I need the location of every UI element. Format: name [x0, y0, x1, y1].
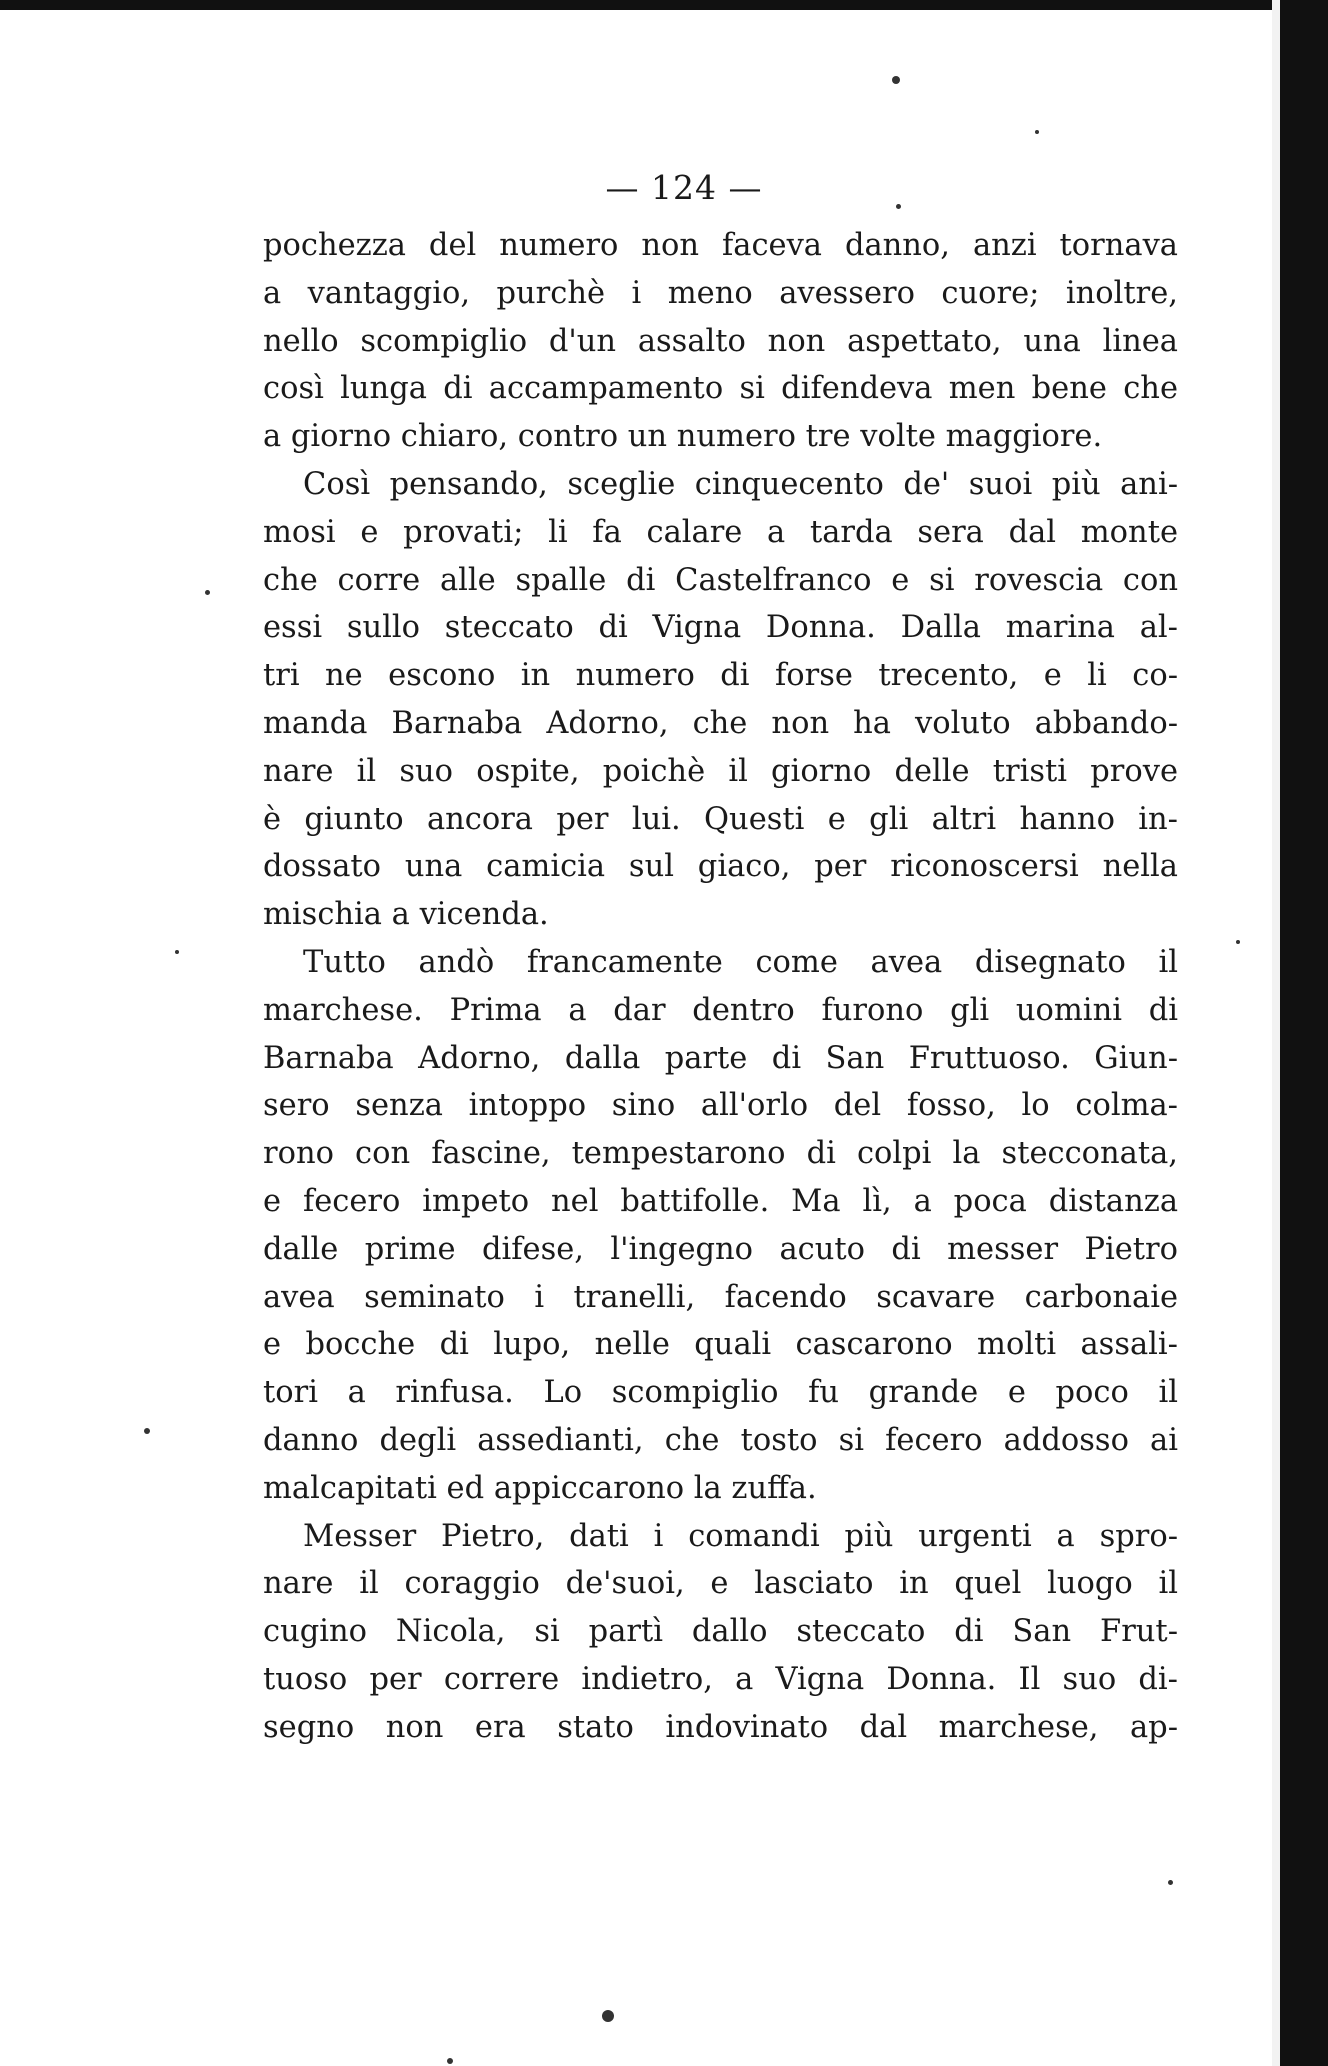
text-line: mischia a vicenda. — [263, 897, 549, 933]
text-line: Così pensando, sceglie cinquecento de' suoi più ani- — [303, 466, 1178, 502]
text-line: nare il coraggio de'suoi, e lasciato in quel luogo il — [263, 1566, 1178, 1602]
paragraph-1 — [263, 222, 1178, 461]
text-line: danno degli assedianti, che tosto si fecero addosso ai — [263, 1422, 1178, 1458]
text-line: pochezza del numero non faceva danno, anzi tornava — [263, 228, 1178, 263]
text-line: sero senza intoppo sino all'orlo del fosso, lo colma- — [263, 1088, 1178, 1124]
scan-border-top — [0, 0, 1328, 10]
text-line: così lunga di accampamento si difendeva men bene che — [263, 371, 1178, 407]
scan-speck — [1035, 130, 1039, 134]
text-line: e fecero impeto nel battifolle. Ma lì, a poca distanza — [263, 1183, 1178, 1219]
scan-speck — [144, 1428, 150, 1434]
page-number: — 124 — — [605, 168, 763, 207]
text-line: Tutto andò francamente come avea disegnato il — [303, 944, 1178, 980]
text-line: malcapitati ed appiccarono la zuffa. — [263, 1470, 817, 1506]
scan-border-right — [1280, 0, 1328, 2066]
paragraph-4 — [263, 1513, 1178, 1752]
paragraph-2 — [263, 461, 1178, 939]
scan-page-edge — [1272, 0, 1280, 2066]
text-line: a vantaggio, purchè i meno avessero cuore; inoltre, — [263, 275, 1178, 311]
text-line: tori a rinfusa. Lo scompiglio fu grande e poco il — [263, 1375, 1178, 1411]
body-text — [263, 222, 1178, 1752]
text-line: nare il suo ospite, poichè il giorno delle tristi prove — [263, 753, 1178, 789]
text-line: è giunto ancora per lui. Questi e gli altri hanno in- — [263, 801, 1178, 837]
paragraph-3 — [263, 939, 1178, 1513]
text-line: essi sullo steccato di Vigna Donna. Dalla marina al- — [263, 610, 1178, 646]
scan-speck — [1168, 1880, 1173, 1885]
text-line: e bocche di lupo, nelle quali cascarono molti assali- — [263, 1327, 1178, 1363]
scan-speck — [1236, 940, 1240, 944]
text-line: segno non era stato indovinato dal marchese, ap- — [263, 1709, 1178, 1745]
scan-speck — [175, 950, 179, 954]
scan-speck — [447, 2058, 453, 2064]
text-line: avea seminato i tranelli, facendo scavare carbonaie — [263, 1279, 1178, 1315]
text-line: cugino Nicola, si partì dallo steccato di San Frut- — [263, 1614, 1178, 1650]
text-line: manda Barnaba Adorno, che non ha voluto abbando- — [263, 705, 1178, 741]
text-line: dalle prime difese, l'ingegno acuto di messer Pietro — [263, 1231, 1178, 1267]
text-line: tri ne escono in numero di forse trecento, e li co- — [263, 658, 1178, 694]
text-line: dossato una camicia sul giaco, per riconoscersi nella — [263, 849, 1178, 885]
scan-speck — [602, 2010, 614, 2022]
text-line: nello scompiglio d'un assalto non aspettato, una linea — [263, 323, 1178, 359]
text-line: che corre alle spalle di Castelfranco e si rovescia con — [263, 562, 1178, 598]
text-line: mosi e provati; li fa calare a tarda sera dal monte — [263, 514, 1178, 550]
text-line: Messer Pietro, dati i comandi più urgenti a spro- — [303, 1518, 1178, 1554]
scan-speck — [892, 76, 900, 84]
text-line: rono con fascine, tempestarono di colpi la stecconata, — [263, 1136, 1178, 1172]
scan-speck — [205, 590, 210, 595]
text-line: Barnaba Adorno, dalla parte di San Fruttuoso. Giun- — [263, 1040, 1178, 1076]
text-line: tuoso per correre indietro, a Vigna Donna. Il suo di- — [263, 1661, 1178, 1697]
text-line: a giorno chiaro, contro un numero tre volte maggiore. — [263, 419, 1103, 455]
text-line: marchese. Prima a dar dentro furono gli uomini di — [263, 992, 1178, 1028]
scan-speck — [896, 204, 901, 209]
